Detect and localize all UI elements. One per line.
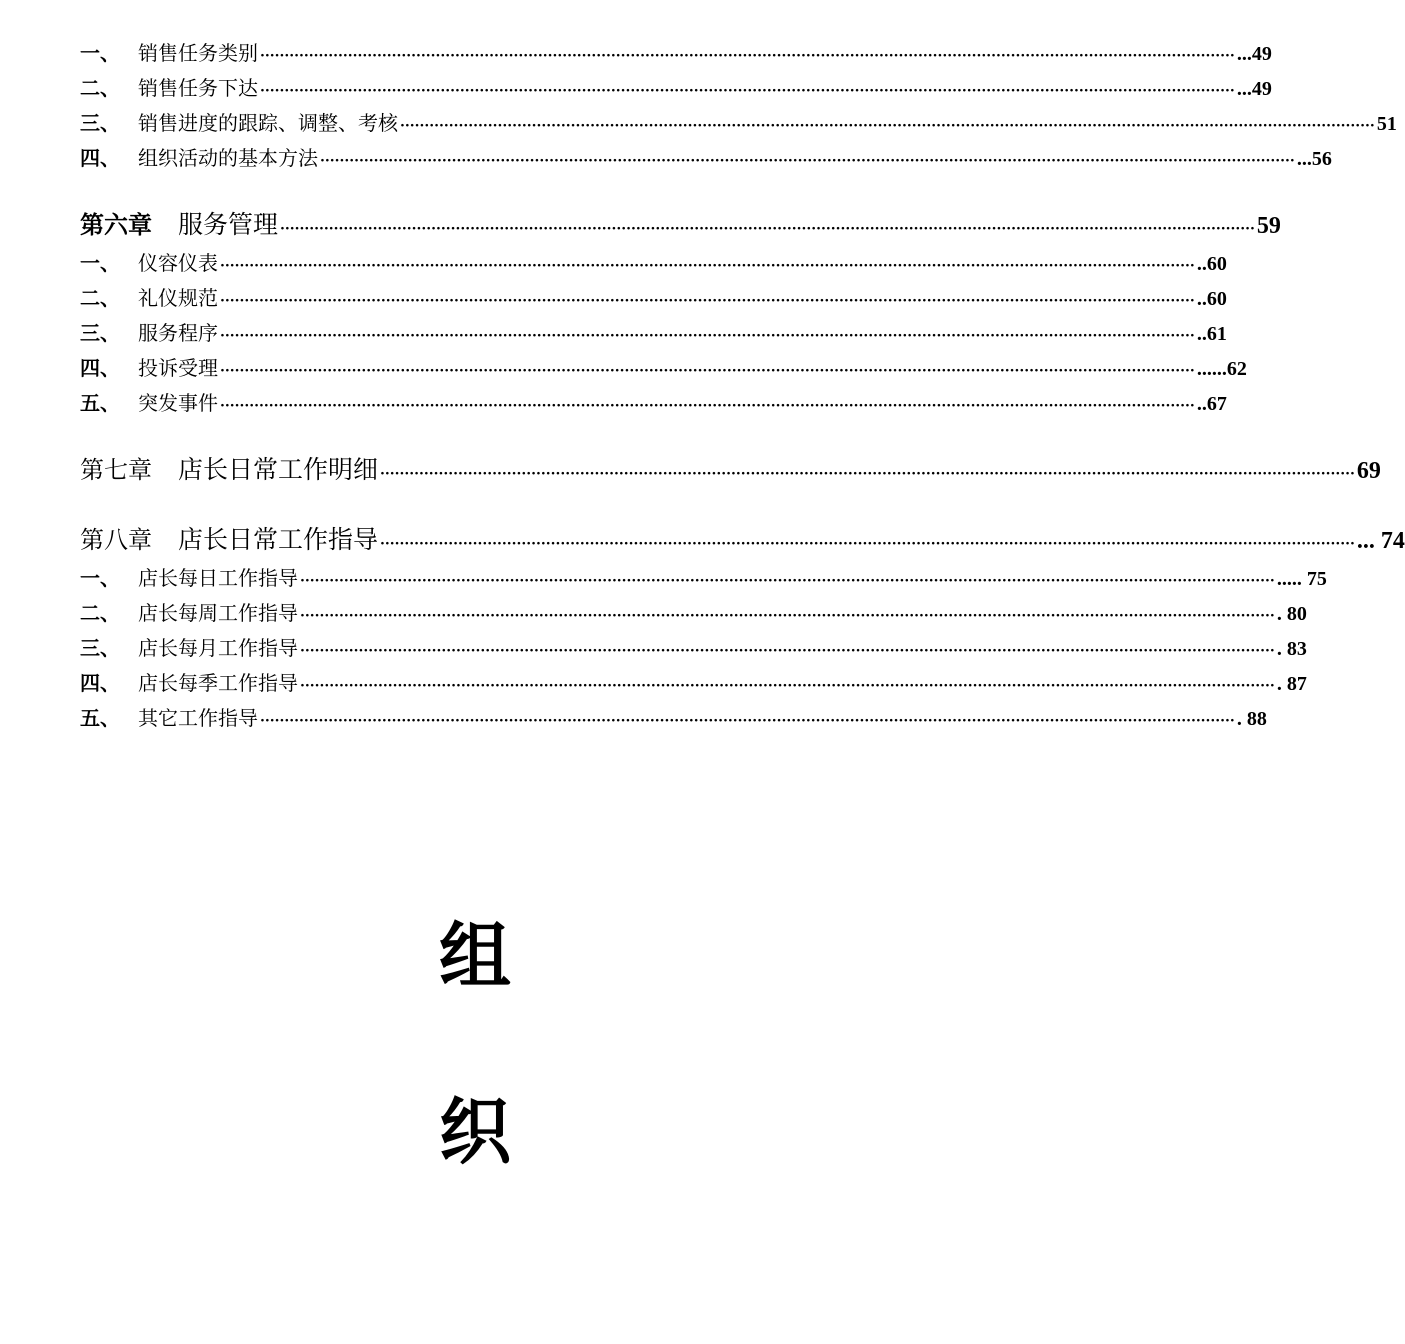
leader-dots: ········································································································································································································ [300,643,1275,659]
chapter-title: 服务管理 [178,210,279,239]
leader-dots: ········································································································································································································ [380,536,1355,552]
toc-entry-title: 突发事件 [138,391,218,415]
leader-dots: ········································································································································································································ [300,608,1275,624]
toc-entry-number: 四、 [80,146,120,170]
toc-entry [80,596,1307,631]
toc-entry-page: ..60 [1196,253,1227,275]
leader-dots: ········································································································································································································ [380,466,1355,482]
leader-dots: ········································································································································································································ [400,118,1375,134]
chapter-page: 59 [1256,213,1281,239]
toc-entry-number: 五、 [80,706,120,730]
toc-entry-number: 二、 [80,76,120,100]
toc-entry-title: 店长每月工作指导 [138,636,298,660]
leader-dots: ········································································································································································································ [280,221,1255,237]
toc-entry-title: 店长每季工作指导 [138,671,298,695]
toc-entry-title: 组织活动的基本方法 [138,146,318,170]
toc-entry-number: 四、 [80,356,120,380]
toc-entry-page: 51 [1376,113,1397,135]
leader-dots: ········································································································································································································ [300,678,1275,694]
toc-entry-page: ..61 [1196,323,1227,345]
toc-entry [80,281,1227,316]
toc-entry-title: 投诉受理 [138,356,218,380]
leader-dots: ········································································································································································································ [260,83,1235,99]
toc-entry-title: 服务程序 [138,321,218,345]
leader-dots: ········································································································································································································ [220,328,1195,344]
toc-entry [80,386,1227,421]
toc-entry-title: 店长每日工作指导 [138,566,298,590]
toc-entry [80,71,1272,106]
toc-entry-page: ...49 [1236,78,1272,100]
toc-entry-title: 仪容仪表 [138,251,218,275]
toc-entry-page: ..60 [1196,288,1227,310]
chapter-title: 店长日常工作指导 [178,525,379,554]
toc-entry-title: 销售任务下达 [138,76,258,100]
toc-entry-number: 二、 [80,601,120,625]
leader-dots: ········································································································································································································ [220,398,1195,414]
toc-entry-page: ..67 [1196,393,1227,415]
chapter-label: 第八章 [80,526,152,554]
toc-entry [80,316,1227,351]
section-title-char-1: 组 [438,914,511,998]
toc-entry [80,351,1247,386]
toc-entry-title: 店长每周工作指导 [138,601,298,625]
toc-chapter [80,204,1281,246]
chapter-page: 69 [1356,458,1381,484]
chapter-label: 第七章 [80,456,152,484]
toc-entry-number: 三、 [80,111,120,135]
toc-entry [80,106,1397,141]
toc-entry-number: 四、 [80,671,120,695]
toc-entry [80,631,1307,666]
toc-entry-page: ..... 75 [1276,568,1327,590]
toc-entry-page: . 80 [1276,603,1307,625]
toc-entry-title: 销售进度的跟踪、调整、考核 [138,111,398,135]
leader-dots: ········································································································································································································ [220,293,1195,309]
toc-entry-page: . 83 [1276,638,1307,660]
toc-entry-number: 三、 [80,636,120,660]
toc-entry [80,666,1307,701]
toc-entry-page: ...49 [1236,43,1272,65]
leader-dots: ········································································································································································································ [260,48,1235,64]
chapter-page: ... 74 [1356,528,1405,554]
toc-chapter [80,449,1381,491]
chapter-label: 第六章 [80,211,152,239]
section-title-char-2: 织 [438,1090,511,1174]
toc-entry [80,561,1327,596]
chapter-title: 店长日常工作明细 [178,455,379,484]
toc-entry-page: ...56 [1296,148,1332,170]
toc-entry [80,701,1267,736]
toc-chapter [80,519,1405,561]
toc-entry-number: 一、 [80,251,120,275]
toc-entry [80,36,1272,71]
leader-dots: ········································································································································································································ [300,573,1275,589]
toc-entry-number: 五、 [80,391,120,415]
leader-dots: ········································································································································································································ [260,713,1235,729]
toc-entry-title: 其它工作指导 [138,706,258,730]
table-of-contents [80,36,1405,736]
leader-dots: ········································································································································································································ [320,153,1295,169]
toc-entry-title: 礼仪规范 [138,286,218,310]
toc-entry-page: . 87 [1276,673,1307,695]
leader-dots: ········································································································································································································ [220,258,1195,274]
toc-entry-page: . 88 [1236,708,1267,730]
toc-entry-title: 销售任务类别 [138,41,258,65]
toc-entry-number: 三、 [80,321,120,345]
toc-entry-number: 二、 [80,286,120,310]
toc-entry [80,246,1227,281]
toc-entry-page: ......62 [1196,358,1247,380]
toc-entry [80,141,1332,176]
leader-dots: ········································································································································································································ [220,363,1195,379]
toc-entry-number: 一、 [80,41,120,65]
toc-entry-number: 一、 [80,566,120,590]
